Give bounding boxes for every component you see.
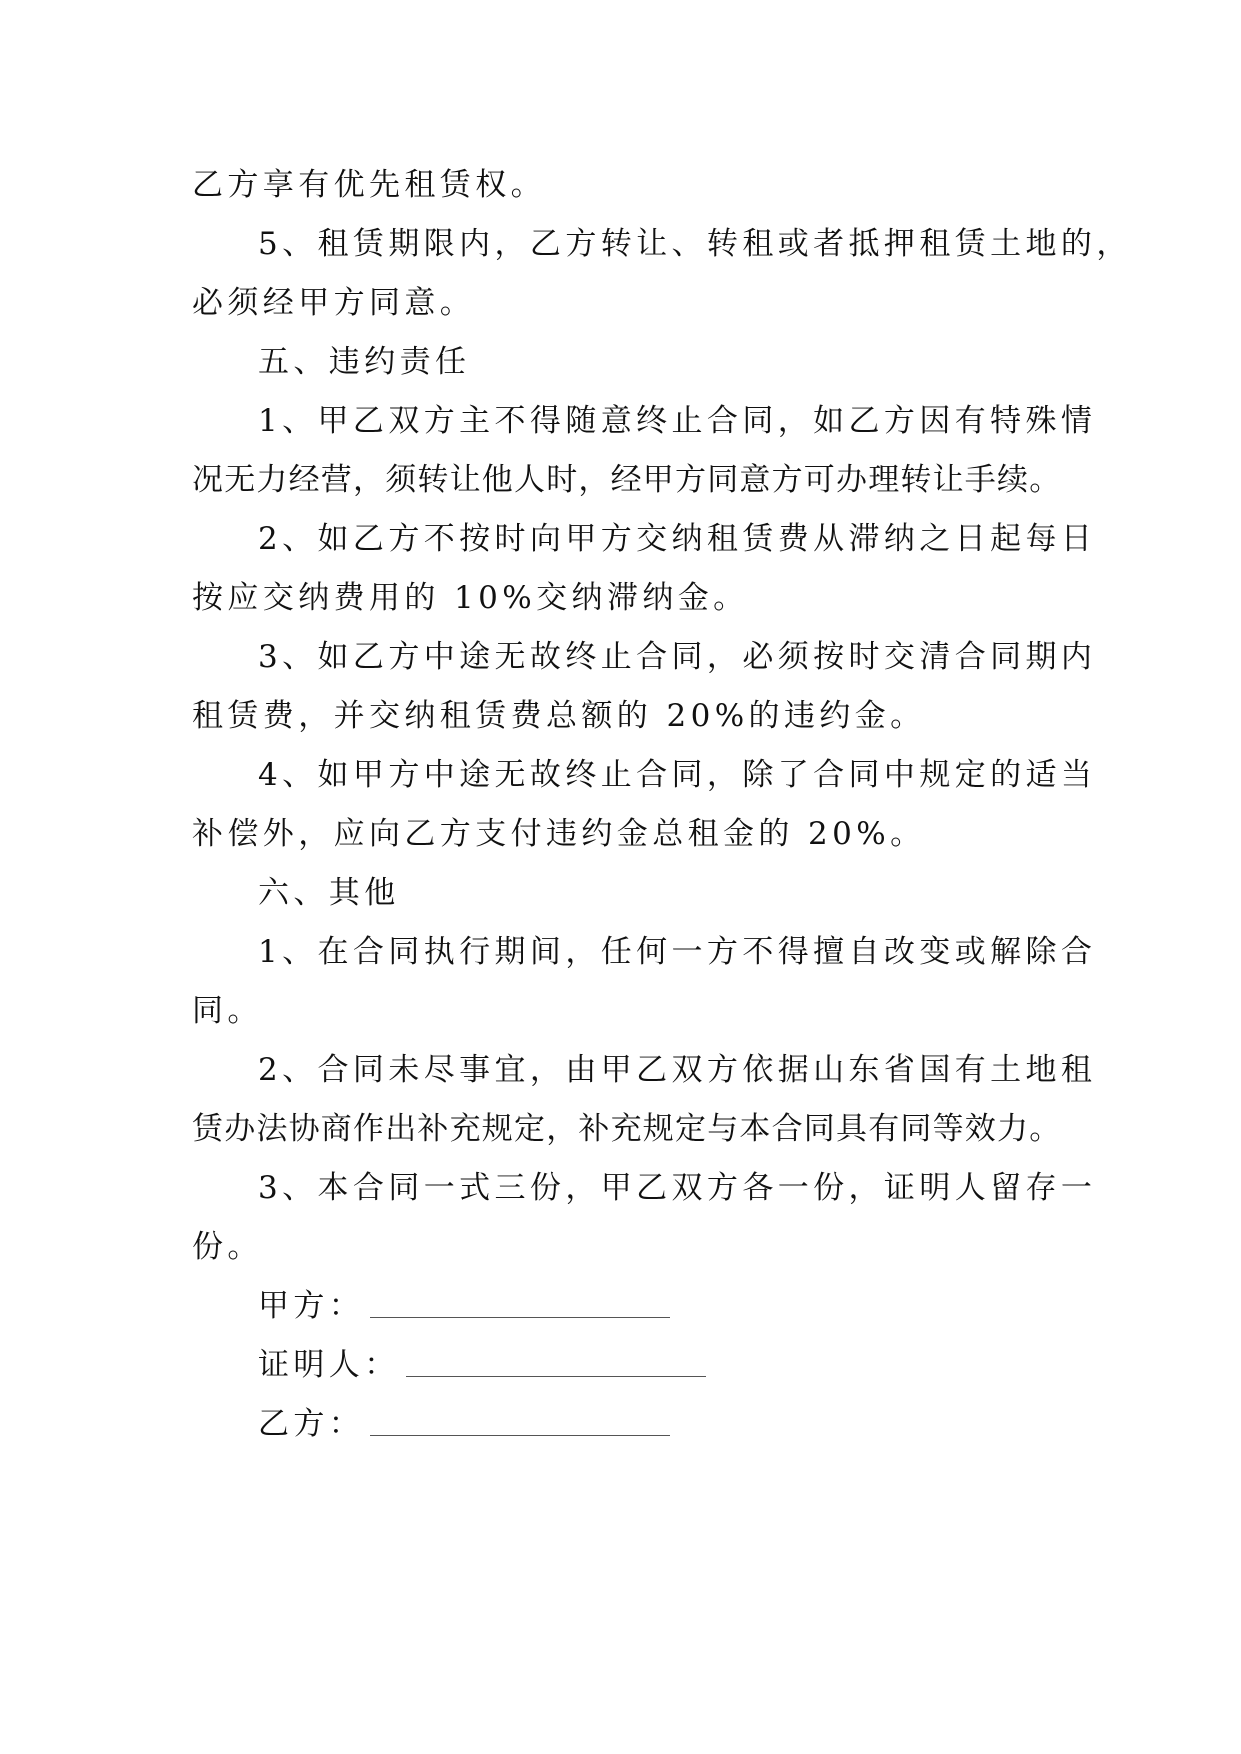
witness-signature-blank xyxy=(406,1354,706,1377)
clause-6-1: 1、在合同执行期间，任何一方不得擅自改变或解除合 xyxy=(258,934,1097,970)
party-a-label: 甲方： xyxy=(258,1288,365,1324)
party-b-label: 乙方： xyxy=(258,1406,365,1442)
party-b-signature-blank xyxy=(370,1413,670,1436)
text-line: 况无力经营，须转让他人时，经甲方同意方可办理转让手续。 xyxy=(192,462,1062,498)
witness-label: 证明人： xyxy=(258,1347,400,1383)
text-line: 补偿外，应向乙方支付违约金总租金的 20%。 xyxy=(192,816,926,852)
clause-6-2: 2、合同未尽事宜，由甲乙双方依据山东省国有土地租 xyxy=(258,1052,1097,1088)
clause-5-4: 4、如甲方中途无故终止合同，除了合同中规定的适当 xyxy=(258,757,1097,793)
text-line: 租赁费，并交纳租赁费总额的 20%的违约金。 xyxy=(192,698,926,734)
text-line: 赁办法协商作出补充规定，补充规定与本合同具有同等效力。 xyxy=(192,1111,1062,1147)
text-line: 份。 xyxy=(192,1229,263,1265)
text-line: 同。 xyxy=(192,993,263,1029)
contract-body xyxy=(192,156,1132,1454)
text-line: 按应交纳费用的 10%交纳滞纳金。 xyxy=(192,580,749,616)
text-line: 必须经甲方同意。 xyxy=(192,285,476,321)
text-line: 乙方享有优先租赁权。 xyxy=(192,167,546,203)
clause-4-5: 5、租赁期限内，乙方转让、转租或者抵押租赁土地的， xyxy=(258,226,1132,262)
section-heading-other: 六、其他 xyxy=(258,875,400,911)
signature-witness xyxy=(192,1336,1062,1395)
party-a-signature-blank xyxy=(370,1295,670,1318)
section-heading-breach: 五、违约责任 xyxy=(258,344,471,380)
clause-6-3: 3、本合同一式三份，甲乙双方各一份，证明人留存一 xyxy=(258,1170,1097,1206)
clause-5-3: 3、如乙方中途无故终止合同，必须按时交清合同期内 xyxy=(258,639,1097,675)
clause-5-1: 1、甲乙双方主不得随意终止合同，如乙方因有特殊情 xyxy=(258,403,1097,439)
clause-5-2: 2、如乙方不按时向甲方交纳租赁费从滞纳之日起每日 xyxy=(258,521,1097,557)
signature-party-b xyxy=(192,1395,1062,1454)
signature-party-a xyxy=(192,1277,1062,1336)
